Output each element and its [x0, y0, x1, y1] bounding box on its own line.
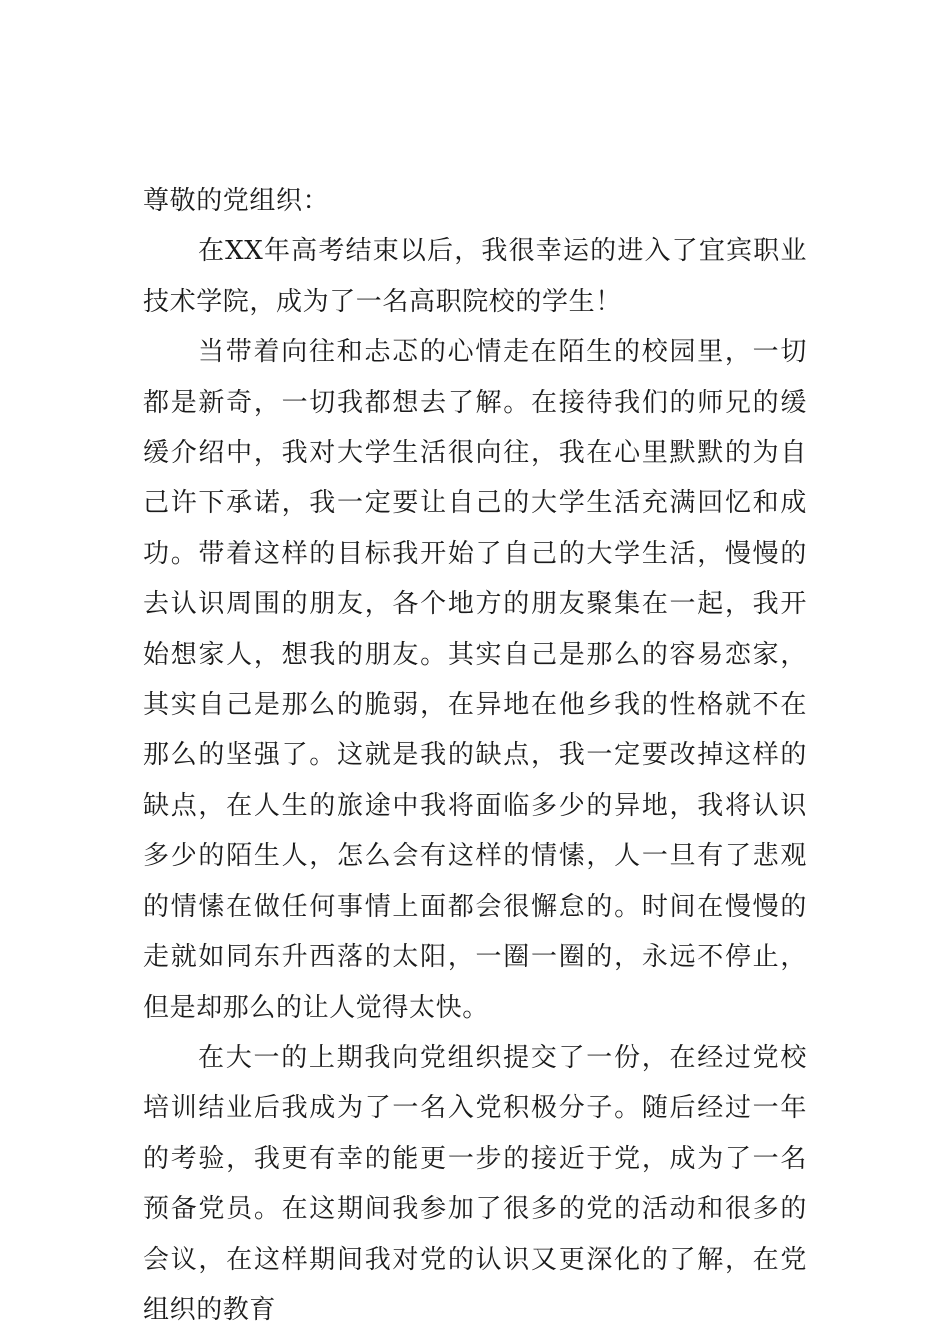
letter-body: [143, 176, 807, 1335]
salutation: 尊敬的党组织：: [143, 186, 330, 216]
paragraph-2: 当带着向往和忐忑的心情走在陌生的校园里，一切都是新奇，一切我都想去了解。在接待我们的师兄的缓缓介绍中，我对大学生活很向往，我在心里默默的为自己许下承诺，我一定要让自己的大学生活充满回忆和成功。带着这样的目标我开始了自己的大学生活，慢慢的去认识周围的朋友，各个地方的朋友聚集在一起，我开始想家人，想我的朋友。其实自己是那么的容易恋家，其实自己是那么的脆弱，在异地在他乡我的性格就不在那么的坚强了。这就是我的缺点，我一定要改掉这样的缺点，在人生的旅途中我将面临多少的异地，我将认识多少的陌生人，怎么会有这样的情愫，人一旦有了悲观的情愫在做任何事情上面都会很懈怠的。时间在慢慢的走就如同东升西落的太阳，一圈一圈的，永远不停止，但是却那么的让人觉得太快。: [143, 337, 807, 1023]
paragraph-3: 在大一的上期我向党组织提交了一份，在经过党校培训结业后我成为了一名入党积极分子。随后经过一年的考验，我更有幸的能更一步的接近于党，成为了一名预备党员。在这期间我参加了很多的党的活动和很多的会议，在这样期间我对党的认识又更深化的了解，在党组织的教育: [143, 1042, 807, 1325]
paragraph-1: 在XX年高考结束以后，我很幸运的进入了宜宾职业技术学院，成为了一名高职院校的学生！: [143, 236, 807, 317]
